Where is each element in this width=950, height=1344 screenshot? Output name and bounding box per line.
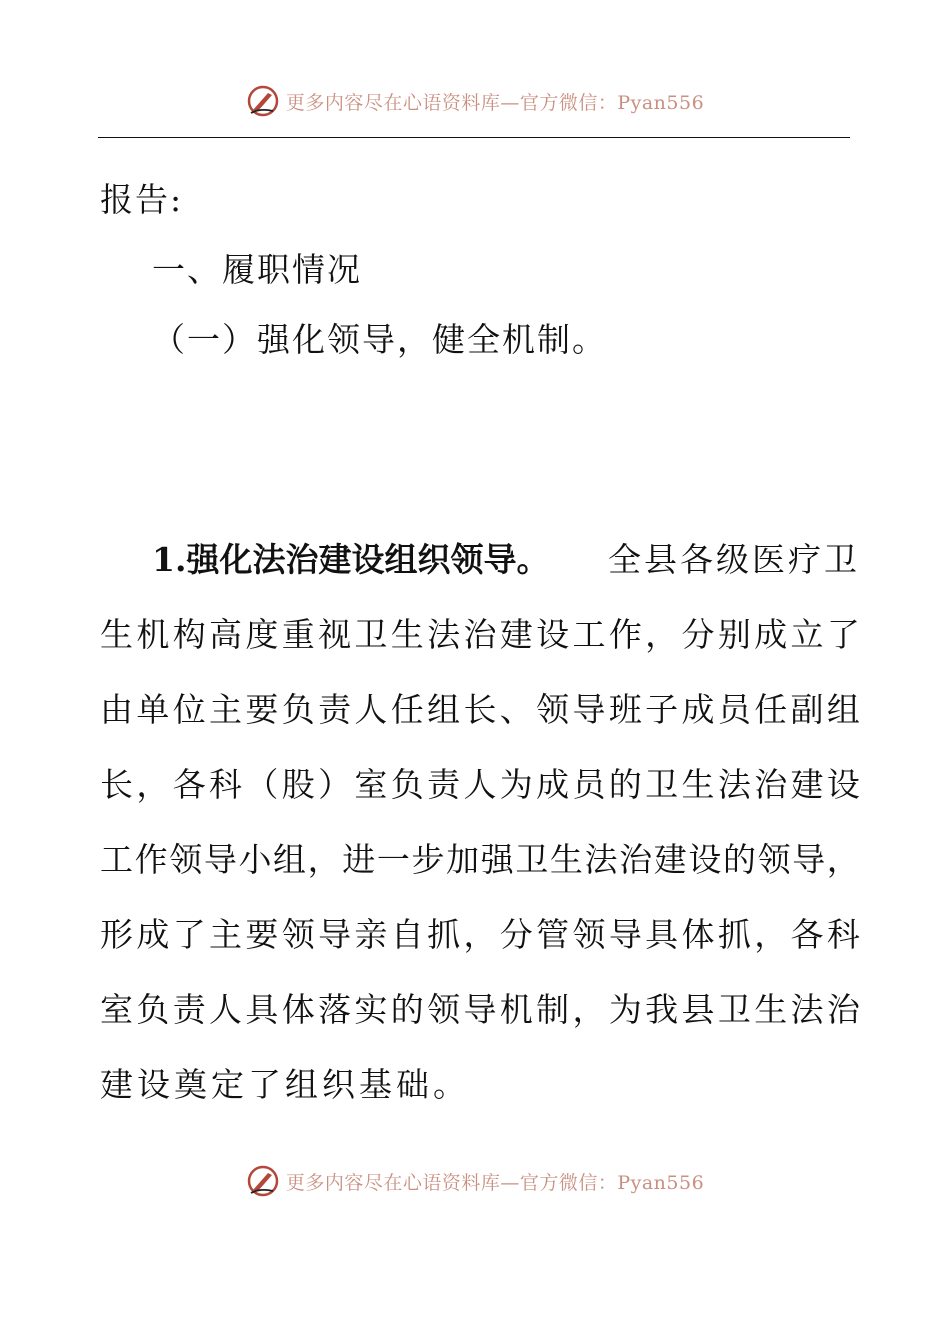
section-heading: 一、履职情况 [152,250,362,289]
header-watermark [0,84,950,118]
paragraph-line-text: 全县各级医疗卫 [608,540,860,579]
paragraph-line-6: 形 成 了 主 要 领 导 亲 自 抓 ， 分 管 领 导 具 体 抓 ， 各 科 [100,915,860,954]
quill-pen-logo-icon [246,1164,280,1198]
footer-watermark [0,1164,950,1198]
paragraph-line-2: 生 机 构 高 度 重 视 卫 生 法 治 建 设 工 作 ， 分 别 成 立 了 [100,615,860,654]
header-rule [98,137,850,138]
subsection-heading: （一）强化领导，健全机制。 [152,320,607,359]
quill-pen-logo-icon [246,84,280,118]
body-paragraph [100,537,860,1137]
paragraph-line-1 [100,537,860,612]
watermark-text: 更多内容尽在心语资料库—官方微信：Pyan556 [285,91,705,114]
paragraph-line-7: 室 负 责 人 具 体 落 实 的 领 导 机 制 ， 为 我 县 卫 生 法 治 [100,990,860,1029]
paragraph-line-4: 长 ， 各 科 （ 股 ） 室 负 责 人 为 成 员 的 卫 生 法 治 建 设 [100,765,860,804]
paragraph-line-8: 建设奠定了组织基础。 [100,1065,470,1104]
watermark-text: 更多内容尽在心语资料库—官方微信：Pyan556 [285,1171,705,1194]
paragraph-line-5: 工 作 领 导 小 组 ， 进 一 步 加 强 卫 生 法 治 建 设 的 领 导 ， [100,840,860,879]
paragraph-lead: 1.强化法治建设组织领导。 [152,540,550,579]
report-heading: 报告: [100,180,184,219]
paragraph-line-3: 由 单 位 主 要 负 责 人 任 组 长 、 领 导 班 子 成 员 任 副 组 [100,690,860,729]
